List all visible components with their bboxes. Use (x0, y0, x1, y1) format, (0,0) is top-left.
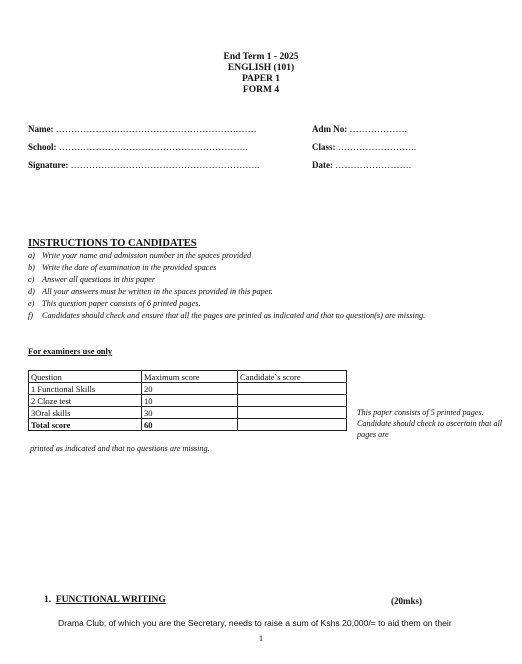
total-row (29, 419, 347, 431)
column-header: Maximum score (142, 371, 238, 383)
class-label: Class: (312, 142, 336, 152)
instructions-title: INSTRUCTIONS TO CANDIDATES (28, 238, 197, 249)
instruction-marker: d) (28, 287, 35, 296)
class-blank: …………………….. (337, 142, 417, 152)
section-heading (44, 595, 166, 605)
instruction-marker: a) (28, 251, 35, 260)
instruction-item (28, 275, 498, 285)
section-number: 1. (44, 595, 52, 605)
total-max-score: 60 (142, 419, 238, 431)
table-row (29, 383, 347, 395)
instruction-text: All your answers must be written in the spaces provided in this paper. (42, 287, 273, 296)
class-field (312, 142, 416, 152)
pages-note: This paper consists of 5 printed pages. Candidate should check to ascertain that all pages are (357, 408, 503, 439)
signature-field (28, 160, 260, 170)
adm-label: Adm No: (312, 124, 348, 134)
table-row (29, 407, 347, 419)
candidate-score-cell (238, 407, 347, 419)
signature-label: Signature: (28, 160, 69, 170)
column-header: Candidate`s score (238, 371, 347, 383)
exam-term: End Term 1 - 2025 (223, 52, 299, 62)
instruction-item (28, 299, 498, 309)
name-field (28, 124, 256, 134)
score-table (28, 370, 347, 431)
paper-number: PAPER 1 (241, 74, 281, 84)
total-label: Total score (29, 419, 142, 431)
max-score-cell: 30 (142, 407, 238, 419)
instruction-item (28, 251, 498, 261)
section-title: FUNCTIONAL WRITING (55, 595, 166, 605)
adm-field (312, 124, 407, 134)
subject-title: ENGLISH (101) (227, 63, 295, 73)
name-label: Name: (28, 124, 54, 134)
instruction-marker: f) (28, 311, 34, 320)
adm-blank: ………………. (349, 124, 408, 134)
instruction-marker: b) (28, 263, 35, 272)
school-label: School: (28, 142, 57, 152)
instruction-marker: e) (28, 299, 35, 308)
max-score-cell: 20 (142, 383, 238, 395)
instruction-item (28, 263, 498, 273)
total-candidate-score (238, 419, 347, 431)
school-field (28, 142, 248, 152)
instruction-item (28, 287, 498, 297)
instruction-marker: c) (28, 275, 35, 284)
date-blank: ……………………. (335, 160, 412, 170)
question-text: Drama Club, of which you are the Secretary, needs to raise a sum of Kshs 20,000/= to aid them on their (58, 618, 452, 628)
candidate-score-cell (238, 395, 347, 407)
column-header: Question (29, 371, 142, 383)
page-number: 1 (258, 633, 264, 643)
table-row (29, 395, 347, 407)
signature-blank: …………………………………………………….. (70, 160, 260, 170)
question-cell: 3Oral skills (29, 407, 142, 419)
question-cell: 2 Cloze test (29, 395, 142, 407)
instruction-text: Candidates should check and ensure that all the pages are printed as indicated and that no question(s) are missing. (42, 311, 426, 320)
date-field (312, 160, 411, 170)
candidate-score-cell (238, 383, 347, 395)
instruction-item (28, 311, 498, 321)
name-blank: ………………….……………………………….……. (55, 124, 257, 134)
examiners-title: For examiners use only (28, 346, 113, 356)
instruction-text: This question paper consists of 6 printed pages. (42, 299, 201, 308)
instruction-text: Write the date of examination in the provided spaces (42, 263, 217, 272)
max-score-cell: 10 (142, 395, 238, 407)
school-blank: …………………………………………………….. (58, 142, 248, 152)
table-header-row (29, 371, 347, 383)
instruction-text: Write your name and admission number in the spaces provided (42, 251, 252, 260)
section-marks: (20mks) (391, 596, 422, 606)
question-cell: 1 Functional Skills (29, 383, 142, 395)
date-label: Date: (312, 160, 333, 170)
form-level: FORM 4 (242, 85, 280, 95)
instruction-text: Answer all questions in this paper (42, 275, 156, 284)
pages-note-continuation: printed as indicated and that no questions are missing. (30, 444, 210, 453)
